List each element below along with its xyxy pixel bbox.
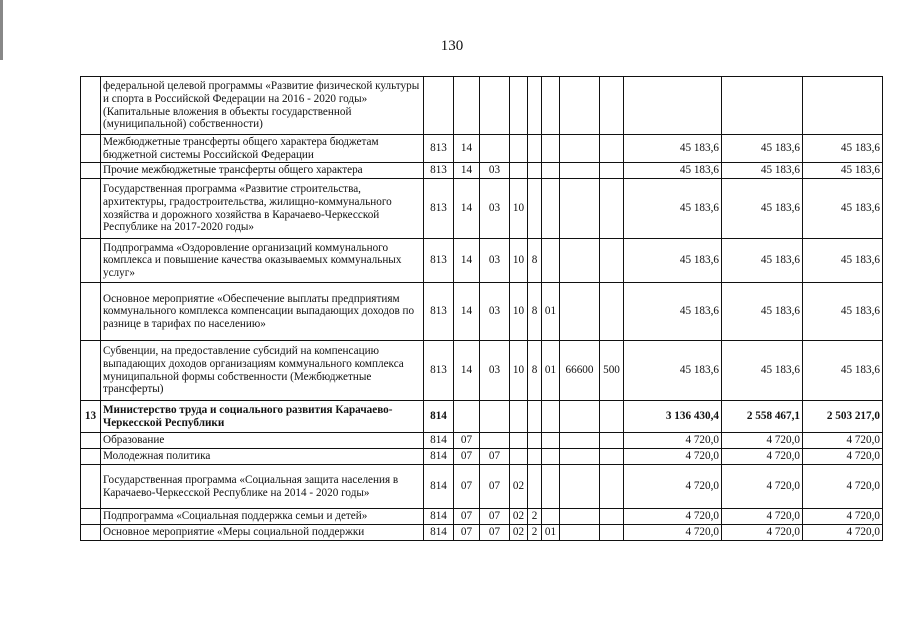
cell-v3: 4 720,0 (803, 525, 883, 541)
cell-grbs: 814 (424, 465, 454, 509)
cell-grbs: 814 (424, 401, 454, 433)
cell-v3: 45 183,6 (803, 135, 883, 163)
cell-cs2: 8 (528, 341, 542, 401)
cell-rz: 07 (454, 465, 480, 509)
cell-pr: 03 (480, 239, 510, 283)
cell-cs3 (542, 77, 560, 135)
cell-rz: 14 (454, 179, 480, 239)
table-row (81, 77, 883, 135)
cell-name: Межбюджетные трансферты общего характера бюджетам бюджетной системы Российской Федерации (101, 135, 424, 163)
cell-no (81, 341, 101, 401)
cell-rz: 14 (454, 283, 480, 341)
cell-pr: 07 (480, 525, 510, 541)
cell-cs2 (528, 449, 542, 465)
cell-cs4 (560, 509, 600, 525)
cell-no (81, 179, 101, 239)
cell-cs4 (560, 283, 600, 341)
cell-v1 (624, 77, 722, 135)
cell-cs4 (560, 239, 600, 283)
cell-cs2 (528, 465, 542, 509)
cell-rz: 14 (454, 239, 480, 283)
cell-name: Субвенции, на предоставление субсидий на компенсацию выпадающих доходов организациям коммунального комплекса муниципальной формы собственности (Межбюджетные трансферты) (101, 341, 424, 401)
cell-rz: 14 (454, 163, 480, 179)
cell-grbs: 813 (424, 283, 454, 341)
cell-rz (454, 401, 480, 433)
cell-pr: 07 (480, 509, 510, 525)
cell-v1: 4 720,0 (624, 449, 722, 465)
cell-pr: 03 (480, 179, 510, 239)
cell-cs1: 10 (510, 179, 528, 239)
table-row (81, 341, 883, 401)
cell-v2: 45 183,6 (722, 283, 803, 341)
cell-no (81, 433, 101, 449)
cell-cs2: 8 (528, 239, 542, 283)
cell-cs1 (510, 401, 528, 433)
table-row (81, 449, 883, 465)
cell-vr (600, 283, 624, 341)
cell-cs3 (542, 135, 560, 163)
cell-cs4 (560, 135, 600, 163)
cell-grbs: 814 (424, 525, 454, 541)
cell-grbs: 813 (424, 179, 454, 239)
cell-vr (600, 163, 624, 179)
cell-cs3 (542, 239, 560, 283)
cell-name: Основное мероприятие «Меры социальной поддержки (101, 525, 424, 541)
cell-v1: 45 183,6 (624, 341, 722, 401)
cell-cs3 (542, 433, 560, 449)
cell-rz: 07 (454, 433, 480, 449)
cell-cs1: 02 (510, 509, 528, 525)
budget-table (80, 76, 883, 541)
cell-v2 (722, 77, 803, 135)
cell-pr: 03 (480, 341, 510, 401)
cell-grbs: 813 (424, 341, 454, 401)
cell-v2: 4 720,0 (722, 465, 803, 509)
cell-cs2 (528, 135, 542, 163)
cell-cs2: 2 (528, 509, 542, 525)
cell-v1: 4 720,0 (624, 465, 722, 509)
cell-name: федеральной целевой программы «Развитие физической культуры и спорта в Российской Федерации на 2016 - 2020 годы» (Капитальные вложения в объекты государственной (муниципальной) собственности) (101, 77, 424, 135)
cell-cs3 (542, 449, 560, 465)
cell-pr: 03 (480, 163, 510, 179)
cell-grbs: 814 (424, 449, 454, 465)
cell-v1: 3 136 430,4 (624, 401, 722, 433)
cell-v3 (803, 77, 883, 135)
cell-cs3: 01 (542, 283, 560, 341)
cell-v2: 45 183,6 (722, 239, 803, 283)
cell-cs2 (528, 77, 542, 135)
cell-cs4 (560, 433, 600, 449)
cell-cs2: 8 (528, 283, 542, 341)
cell-v2: 4 720,0 (722, 433, 803, 449)
cell-no (81, 77, 101, 135)
cell-v2: 4 720,0 (722, 509, 803, 525)
cell-cs4 (560, 163, 600, 179)
cell-rz: 07 (454, 509, 480, 525)
table-row (81, 179, 883, 239)
cell-name: Прочие межбюджетные трансферты общего характера (101, 163, 424, 179)
cell-v2: 45 183,6 (722, 341, 803, 401)
cell-pr: 03 (480, 283, 510, 341)
cell-vr (600, 433, 624, 449)
cell-rz (454, 77, 480, 135)
cell-no (81, 163, 101, 179)
cell-v2: 4 720,0 (722, 525, 803, 541)
cell-name: Подпрограмма «Социальная поддержка семьи и детей» (101, 509, 424, 525)
cell-v1: 45 183,6 (624, 163, 722, 179)
cell-rz: 07 (454, 449, 480, 465)
cell-v3: 4 720,0 (803, 433, 883, 449)
cell-v2: 45 183,6 (722, 135, 803, 163)
cell-grbs: 814 (424, 433, 454, 449)
cell-pr (480, 401, 510, 433)
cell-vr (600, 135, 624, 163)
cell-pr (480, 77, 510, 135)
cell-vr (600, 509, 624, 525)
cell-rz: 14 (454, 341, 480, 401)
cell-cs4 (560, 401, 600, 433)
cell-cs3: 01 (542, 525, 560, 541)
cell-v3: 45 183,6 (803, 239, 883, 283)
cell-v1: 45 183,6 (624, 135, 722, 163)
cell-name: Государственная программа «Социальная защита населения в Карачаево-Черкесской Республике на 2014 - 2020 годы» (101, 465, 424, 509)
table-row (81, 163, 883, 179)
cell-v3: 45 183,6 (803, 341, 883, 401)
cell-grbs (424, 77, 454, 135)
cell-pr (480, 135, 510, 163)
cell-no (81, 135, 101, 163)
cell-cs4 (560, 77, 600, 135)
cell-no (81, 283, 101, 341)
cell-v1: 4 720,0 (624, 525, 722, 541)
cell-vr (600, 525, 624, 541)
cell-no (81, 465, 101, 509)
cell-cs3: 01 (542, 341, 560, 401)
cell-cs2 (528, 163, 542, 179)
cell-pr: 07 (480, 465, 510, 509)
table-row (81, 433, 883, 449)
cell-v2: 2 558 467,1 (722, 401, 803, 433)
cell-cs1 (510, 433, 528, 449)
cell-name: Подпрограмма «Оздоровление организаций коммунального комплекса и повышение качества оказываемых коммунальных услуг» (101, 239, 424, 283)
cell-cs1 (510, 77, 528, 135)
table-row (81, 525, 883, 541)
cell-vr (600, 449, 624, 465)
cell-cs1: 10 (510, 283, 528, 341)
table-row (81, 283, 883, 341)
cell-grbs: 813 (424, 239, 454, 283)
cell-v2: 45 183,6 (722, 179, 803, 239)
cell-v3: 45 183,6 (803, 283, 883, 341)
cell-cs3 (542, 465, 560, 509)
cell-v1: 45 183,6 (624, 179, 722, 239)
cell-v3: 45 183,6 (803, 179, 883, 239)
cell-vr: 500 (600, 341, 624, 401)
cell-cs2: 2 (528, 525, 542, 541)
cell-grbs: 813 (424, 135, 454, 163)
table-row (81, 401, 883, 433)
cell-cs4 (560, 179, 600, 239)
cell-cs3 (542, 401, 560, 433)
cell-name: Образование (101, 433, 424, 449)
cell-vr (600, 179, 624, 239)
table-row (81, 465, 883, 509)
cell-cs4: 66600 (560, 341, 600, 401)
cell-v1: 45 183,6 (624, 239, 722, 283)
cell-cs3 (542, 163, 560, 179)
page-number: 130 (440, 38, 464, 54)
cell-cs1 (510, 163, 528, 179)
cell-pr (480, 433, 510, 449)
cell-no (81, 525, 101, 541)
cell-vr (600, 77, 624, 135)
cell-name: Государственная программа «Развитие строительства, архитектуры, градостроительства, жилищно-коммунального хозяйства и дорожного хозяйства в Карачаево-Черкесской Республике на 2017-2020 годы» (101, 179, 424, 239)
cell-pr: 07 (480, 449, 510, 465)
cell-rz: 14 (454, 135, 480, 163)
cell-no (81, 509, 101, 525)
cell-cs1 (510, 135, 528, 163)
cell-v3: 4 720,0 (803, 509, 883, 525)
cell-v2: 45 183,6 (722, 163, 803, 179)
cell-cs2 (528, 433, 542, 449)
cell-grbs: 813 (424, 163, 454, 179)
cell-v2: 4 720,0 (722, 449, 803, 465)
cell-v3: 4 720,0 (803, 465, 883, 509)
cell-cs2 (528, 179, 542, 239)
cell-cs1: 02 (510, 465, 528, 509)
cell-grbs: 814 (424, 509, 454, 525)
cell-v3: 2 503 217,0 (803, 401, 883, 433)
cell-cs1: 10 (510, 239, 528, 283)
cell-cs1: 10 (510, 341, 528, 401)
cell-v1: 4 720,0 (624, 509, 722, 525)
cell-name: Министерство труда и социального развития Карачаево-Черкесской Республики (101, 401, 424, 433)
cell-cs3 (542, 509, 560, 525)
table-row (81, 509, 883, 525)
cell-vr (600, 465, 624, 509)
cell-cs2 (528, 401, 542, 433)
cell-v1: 4 720,0 (624, 433, 722, 449)
cell-name: Основное мероприятие «Обеспечение выплаты предприятиям коммунального комплекса компенсации выпадающих доходов по разнице в тарифах по населению» (101, 283, 424, 341)
cell-cs3 (542, 179, 560, 239)
cell-no: 13 (81, 401, 101, 433)
cell-no (81, 239, 101, 283)
table-row (81, 135, 883, 163)
cell-cs4 (560, 465, 600, 509)
cell-cs4 (560, 449, 600, 465)
cell-vr (600, 401, 624, 433)
cell-vr (600, 239, 624, 283)
cell-rz: 07 (454, 525, 480, 541)
cell-cs4 (560, 525, 600, 541)
cell-v3: 4 720,0 (803, 449, 883, 465)
cell-cs1 (510, 449, 528, 465)
cell-no (81, 449, 101, 465)
cell-v3: 45 183,6 (803, 163, 883, 179)
cell-cs1: 02 (510, 525, 528, 541)
table-row (81, 239, 883, 283)
cell-v1: 45 183,6 (624, 283, 722, 341)
cell-name: Молодежная политика (101, 449, 424, 465)
